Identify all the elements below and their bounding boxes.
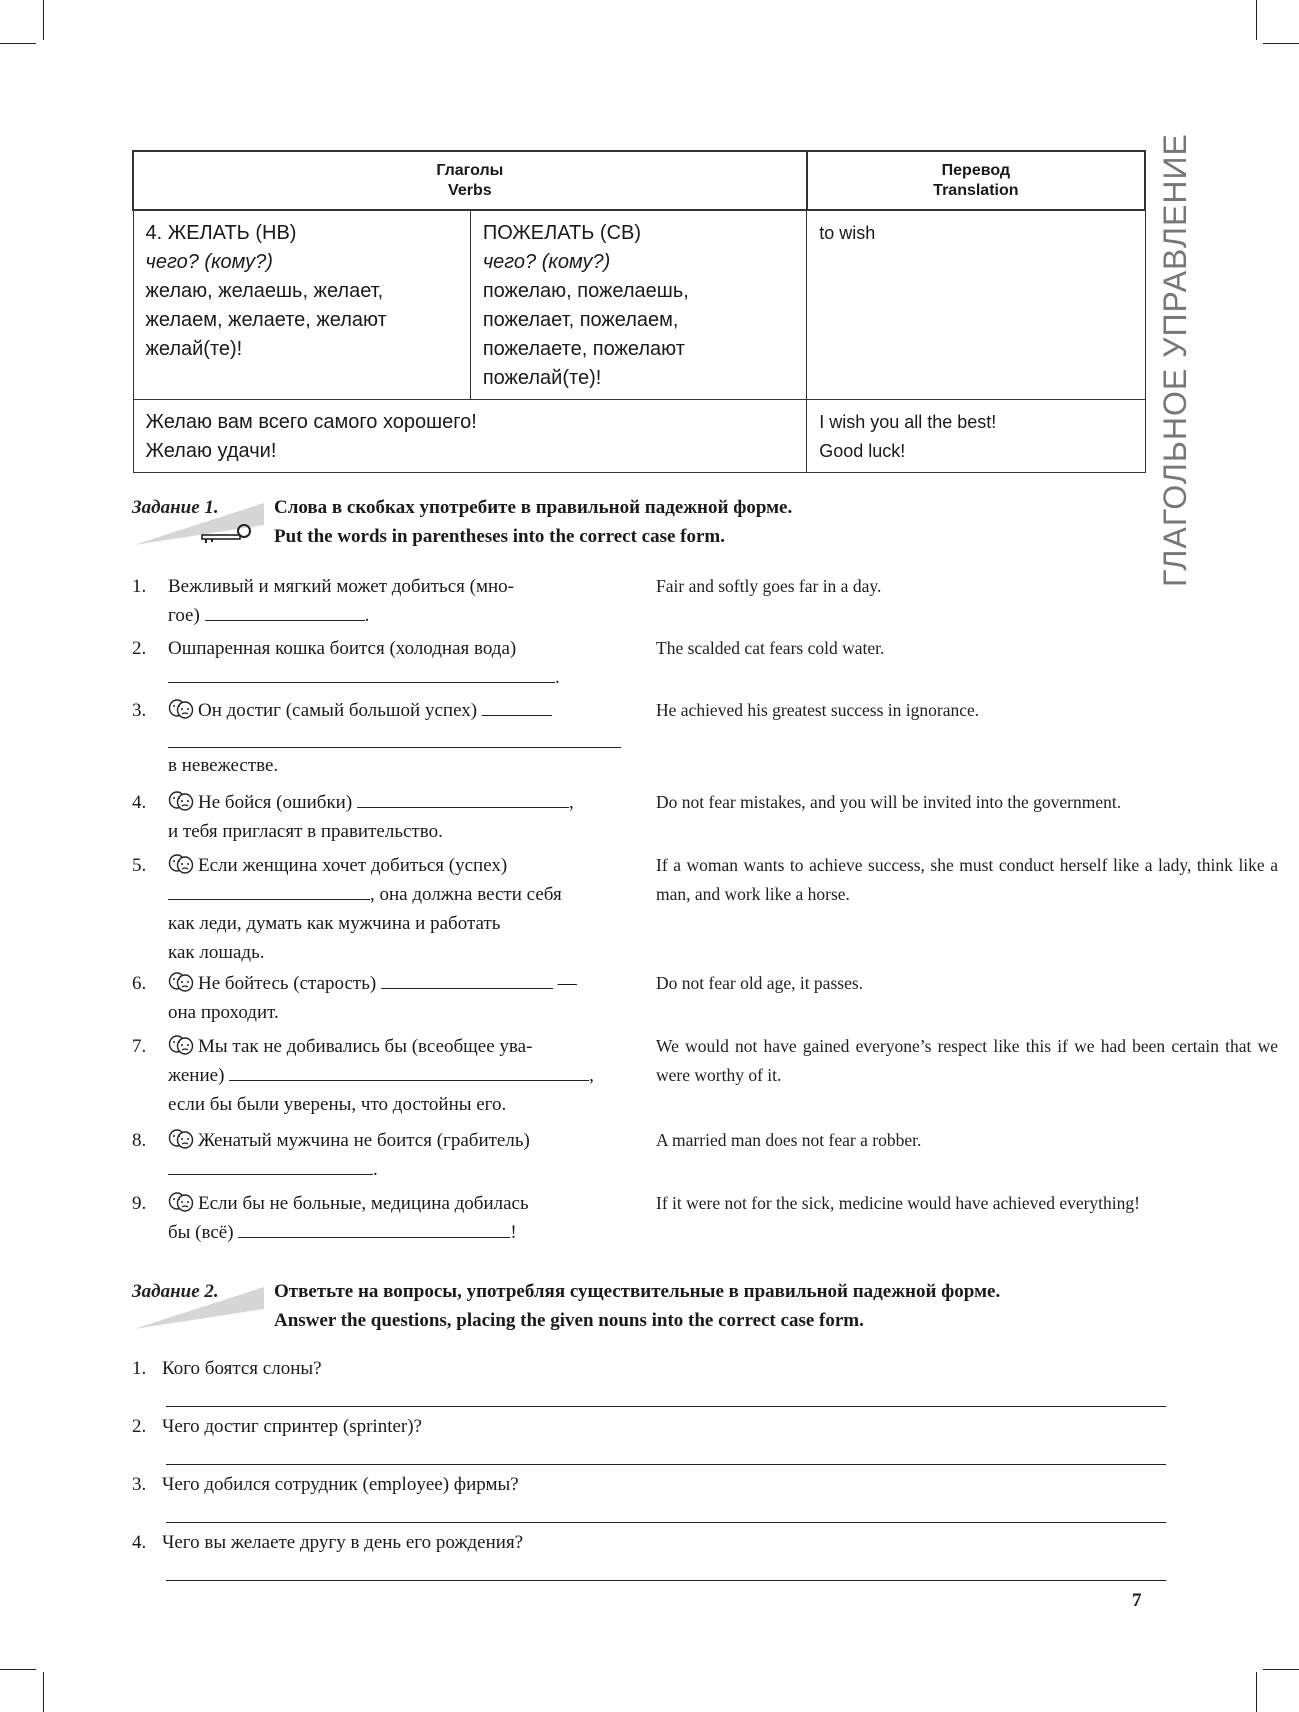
item-ru-text: Женатый мужчина не боится (грабитель) [198, 1130, 530, 1151]
task-2-label: Задание 2. [132, 1281, 219, 1302]
item-ru-text: Если женщина хочет добиться (успех) [198, 855, 508, 876]
item-ru-text: Он достиг (самый большой успех) [198, 700, 478, 721]
item-ru [168, 788, 621, 846]
question-text: Чего вы желаете другу в день его рождения? [162, 1532, 524, 1553]
question-number: 4. [132, 1532, 147, 1553]
example-en: Good luck! [819, 441, 906, 461]
item-number: 8. [132, 1130, 147, 1151]
item-ru-text: Вежливый и мягкий может добиться (мно- [168, 576, 514, 597]
item-ru-text: как леди, думать как мужчина и работать [168, 913, 501, 934]
answer-blank[interactable] [205, 602, 365, 621]
question-text: Кого боятся слоны? [162, 1358, 322, 1379]
question-number: 3. [132, 1474, 147, 1495]
crop-mark [1263, 43, 1299, 44]
section-title-vertical: ГЛАГОЛЬНОЕ УПРАВЛЕНИЕ [1157, 133, 1193, 587]
answer-blank[interactable] [168, 881, 370, 900]
answer-line[interactable] [166, 1464, 1166, 1465]
imperfective-imperative: желай(те)! [145, 338, 243, 360]
punctuation: . [555, 667, 560, 688]
item-ru-text: , она должна вести себя [370, 884, 562, 905]
imperfective-forms: желаю, желаешь, желает, [145, 280, 384, 302]
answer-blank[interactable] [381, 970, 553, 989]
punctuation: — [557, 973, 577, 994]
perfective-cell [470, 210, 806, 400]
item-number: 5. [132, 855, 147, 876]
perfective-forms: пожелаю, пожелаешь, [482, 280, 689, 302]
question-text: Чего достиг спринтер (sprinter)? [162, 1416, 422, 1437]
item-number: 7. [132, 1036, 147, 1057]
item-ru [168, 1189, 621, 1247]
example-ru: Желаю удачи! [145, 440, 277, 462]
item-ru-text: гое) [168, 605, 200, 626]
theater-masks-icon [168, 854, 194, 874]
item-number: 4. [132, 792, 147, 813]
task-2-instruction-en: Answer the questions, placing the given nouns into the correct case form. [274, 1310, 864, 1331]
item-en: Do not fear mistakes, and you will be invited into the government. [656, 792, 1122, 812]
perfective-title: ПОЖЕЛАТЬ (СВ) [482, 222, 642, 244]
verb-table [132, 150, 1146, 473]
perfective-forms: пожелаете, пожелают [482, 338, 685, 360]
punctuation: , [568, 792, 574, 813]
punctuation: . [364, 605, 370, 626]
theater-masks-icon [168, 791, 194, 811]
example-ru-cell [133, 400, 807, 473]
task-1-instruction-en: Put the words in parentheses into the correct case form. [274, 526, 725, 547]
item-ru [168, 1126, 621, 1184]
item-number: 2. [132, 638, 147, 659]
header-verbs-en: Verbs [448, 182, 492, 199]
item-ru [168, 696, 621, 780]
item-ru-text: она проходит. [168, 1002, 279, 1023]
perfective-imperative: пожелай(те)! [482, 367, 602, 389]
item-en: Do not fear old age, it passes. [656, 973, 864, 993]
item-number: 9. [132, 1193, 147, 1214]
crop-mark [43, 1672, 44, 1712]
question-number: 1. [132, 1358, 147, 1379]
item-ru [168, 969, 621, 1027]
item-ru-text: Не бойтесь (старость) [198, 973, 377, 994]
item-ru-text: и тебя пригласят в правительство. [168, 821, 443, 842]
task-2-instruction-ru: Ответьте на вопросы, употребляя существительные в правильной падежной форме. [274, 1281, 1001, 1302]
task-1-instruction [274, 493, 792, 551]
crop-mark [1263, 1669, 1299, 1670]
theater-masks-icon [168, 1192, 194, 1212]
page-number: 7 [1132, 1590, 1142, 1611]
item-ru-text: Ошпаренная кошка боится (холодная вода) [168, 638, 517, 659]
header-verbs-ru: Глаголы [436, 162, 504, 179]
crop-mark [1256, 1672, 1257, 1712]
answer-line[interactable] [166, 1580, 1166, 1581]
answer-line[interactable] [166, 1406, 1166, 1407]
item-ru-text: в невежестве. [168, 755, 279, 776]
item-ru [168, 572, 621, 630]
item-en: He achieved his greatest success in ignorance. [656, 700, 980, 720]
header-translation-ru: Перевод [941, 162, 1011, 179]
example-en: I wish you all the best! [819, 412, 997, 432]
crop-mark [1256, 0, 1257, 40]
punctuation: , [589, 1065, 594, 1086]
header-verbs [133, 151, 807, 210]
crop-mark [43, 0, 44, 40]
item-ru-text: Если бы не больные, медицина добилась [198, 1193, 529, 1214]
item-ru-text: как лошадь. [168, 942, 265, 963]
task-1-instruction-ru: Слова в скобках употребите в правильной падежной форме. [274, 497, 793, 518]
item-ru-text: жение) [168, 1065, 225, 1086]
item-en: The scalded cat fears cold water. [656, 638, 885, 658]
perfective-question: чего? (кому?) [482, 251, 611, 273]
item-ru-text: если бы были уверены, что достойны его. [168, 1094, 507, 1115]
imperfective-question: чего? (кому?) [145, 251, 273, 273]
theater-masks-icon [168, 699, 194, 719]
item-en: We would not have gained everyone’s respect like this if we had been certain that we were worthy of it. [656, 1036, 1278, 1085]
answer-blank[interactable] [168, 725, 621, 748]
task-2-instruction [274, 1277, 1000, 1335]
punctuation: . [373, 1159, 378, 1180]
item-ru-text: бы (всё) [168, 1222, 234, 1243]
answer-line[interactable] [166, 1522, 1166, 1523]
crop-mark [0, 1669, 36, 1670]
item-en: If a woman wants to achieve success, she must conduct herself like a lady, think like a man, and work like a horse. [656, 855, 1278, 904]
task-1-label: Задание 1. [132, 497, 219, 518]
answer-blank[interactable] [168, 664, 555, 683]
example-ru: Желаю вам всего самого хорошего! [145, 411, 477, 433]
answer-blank[interactable] [168, 1156, 373, 1175]
answer-blank[interactable] [357, 789, 569, 808]
imperfective-cell [133, 210, 470, 400]
item-ru [168, 634, 621, 692]
task-2-header [132, 1277, 1146, 1339]
item-ru [168, 851, 621, 967]
perfective-forms: пожелает, пожелаем, [482, 309, 679, 331]
item-number: 6. [132, 973, 147, 994]
item-en: If it were not for the sick, medicine would have achieved everything! [656, 1193, 1140, 1213]
item-en: Fair and softly goes far in a day. [656, 576, 882, 596]
translation-cell: to wish [807, 210, 1145, 400]
answer-blank[interactable] [482, 697, 552, 716]
theater-masks-icon [168, 1035, 194, 1055]
item-en: A married man does not fear a robber. [656, 1130, 922, 1150]
theater-masks-icon [168, 972, 194, 992]
answer-blank[interactable] [238, 1219, 510, 1238]
key-icon [198, 523, 254, 543]
item-number: 3. [132, 700, 147, 721]
item-number: 1. [132, 576, 147, 597]
header-translation-en: Translation [933, 182, 1019, 199]
item-ru [168, 1032, 621, 1119]
item-ru-text: Не бойся (ошибки) [198, 792, 353, 813]
item-ru-text: Мы так не добивались бы (всеобщее ува- [198, 1036, 533, 1057]
header-translation [807, 151, 1145, 210]
theater-masks-icon [168, 1129, 194, 1149]
question-text: Чего добился сотрудник (employee) фирмы? [162, 1474, 519, 1495]
example-en-cell [807, 400, 1145, 473]
imperfective-forms: желаем, желаете, желают [145, 309, 387, 331]
punctuation: ! [510, 1222, 517, 1243]
question-number: 2. [132, 1416, 147, 1437]
answer-blank[interactable] [229, 1062, 589, 1081]
crop-mark [0, 43, 36, 44]
task-1-header [132, 493, 1146, 555]
imperfective-title: 4. ЖЕЛАТЬ (НВ) [145, 222, 297, 244]
